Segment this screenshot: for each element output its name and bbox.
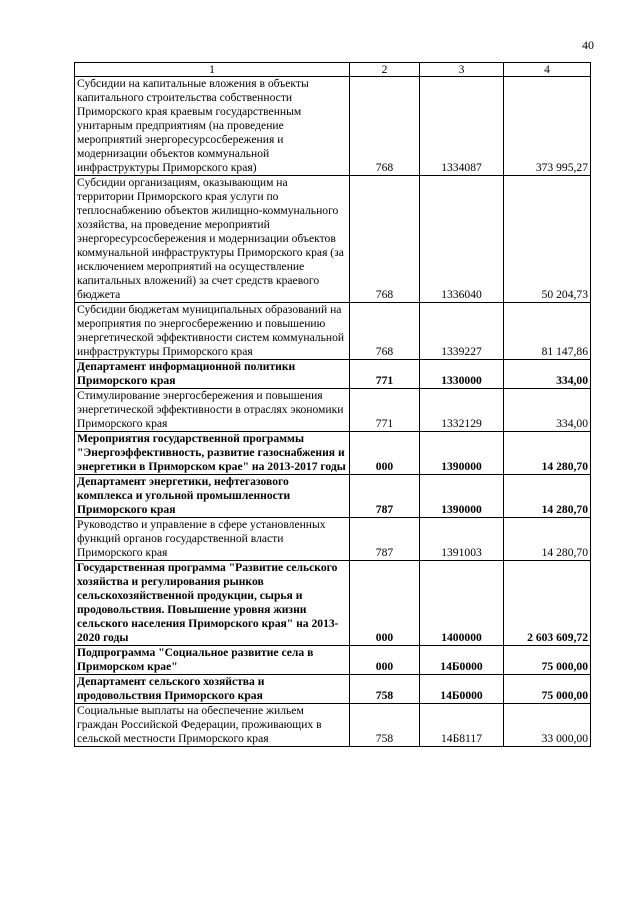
table-row: [75, 176, 591, 303]
row-ministry-cell: 768: [350, 303, 420, 360]
page-number: 40: [582, 38, 594, 52]
row-name-cell: Социальные выплаты на обеспечение жильем граждан Российской Федерации, проживающих в сельской местности Приморского края: [75, 704, 350, 747]
row-amount-cell: 50 204,73: [504, 176, 591, 303]
row-code-cell: 1330000: [420, 360, 504, 389]
row-amount-cell: 81 147,86: [504, 303, 591, 360]
row-code-cell: 1339227: [420, 303, 504, 360]
row-name-cell: Руководство и управление в сфере установленных функций органов государственной власти Приморского края: [75, 518, 350, 561]
table-row: [75, 303, 591, 360]
table-row: [75, 704, 591, 747]
row-ministry-cell: 768: [350, 77, 420, 176]
row-amount-cell: 334,00: [504, 360, 591, 389]
row-code-cell: 1336040: [420, 176, 504, 303]
row-name-cell: Субсидии бюджетам муниципальных образований на мероприятия по энергосбережению и повышению энергетической эффективности систем коммунальной инфраструктуры Приморского края: [75, 303, 350, 360]
row-ministry-cell: 787: [350, 475, 420, 518]
table-row: [75, 360, 591, 389]
table-row: [75, 475, 591, 518]
header-col-4: 4: [504, 63, 591, 77]
row-ministry-cell: 000: [350, 561, 420, 646]
row-code-cell: 1390000: [420, 432, 504, 475]
row-ministry-cell: 000: [350, 432, 420, 475]
table-row: [75, 518, 591, 561]
table-row: [75, 432, 591, 475]
row-ministry-cell: 787: [350, 518, 420, 561]
row-amount-cell: 14 280,70: [504, 518, 591, 561]
row-ministry-cell: 771: [350, 360, 420, 389]
row-code-cell: 14Б8117: [420, 704, 504, 747]
row-ministry-cell: 768: [350, 176, 420, 303]
row-amount-cell: 75 000,00: [504, 675, 591, 704]
row-code-cell: 14Б0000: [420, 675, 504, 704]
table-row: [75, 646, 591, 675]
row-name-cell: Мероприятия государственной программы "Энергоэффективность, развитие газоснабжения и энергетики в Приморском крае" на 2013-2017 годы: [75, 432, 350, 475]
row-name-cell: Субсидии на капитальные вложения в объекты капитального строительства собственности Приморского края краевым государственным унитарным предприятиям (на проведение мероприятий энергоресурсосбережения и модернизации объектов коммунальной инфраструктуры Приморского края): [75, 77, 350, 176]
row-amount-cell: 14 280,70: [504, 432, 591, 475]
row-code-cell: 1391003: [420, 518, 504, 561]
table-row: [75, 675, 591, 704]
header-col-1: 1: [75, 63, 350, 77]
row-ministry-cell: 758: [350, 704, 420, 747]
row-name-cell: Стимулирование энергосбережения и повышения энергетической эффективности в отраслях экономики Приморского края: [75, 389, 350, 432]
row-ministry-cell: 758: [350, 675, 420, 704]
row-name-cell: Департамент информационной политики Приморского края: [75, 360, 350, 389]
row-amount-cell: 75 000,00: [504, 646, 591, 675]
row-code-cell: 1400000: [420, 561, 504, 646]
table-row: [75, 77, 591, 176]
row-code-cell: 1334087: [420, 77, 504, 176]
row-code-cell: 1332129: [420, 389, 504, 432]
table-row: [75, 389, 591, 432]
table-header-row: [75, 63, 591, 77]
row-ministry-cell: 000: [350, 646, 420, 675]
row-code-cell: 1390000: [420, 475, 504, 518]
row-amount-cell: 2 603 609,72: [504, 561, 591, 646]
row-amount-cell: 334,00: [504, 389, 591, 432]
budget-table: [74, 62, 591, 747]
row-name-cell: Департамент энергетики, нефтегазового комплекса и угольной промышленности Приморского края: [75, 475, 350, 518]
row-code-cell: 14Б0000: [420, 646, 504, 675]
row-amount-cell: 14 280,70: [504, 475, 591, 518]
row-amount-cell: 373 995,27: [504, 77, 591, 176]
row-name-cell: Государственная программа "Развитие сельского хозяйства и регулирования рынков сельскохозяйственной продукции, сырья и продовольствия. Повышение уровня жизни сельского населения Приморского края" на 2013-2020 годы: [75, 561, 350, 646]
header-col-2: 2: [350, 63, 420, 77]
row-amount-cell: 33 000,00: [504, 704, 591, 747]
header-col-3: 3: [420, 63, 504, 77]
row-name-cell: Департамент сельского хозяйства и продовольствия Приморского края: [75, 675, 350, 704]
table-row: [75, 561, 591, 646]
row-ministry-cell: 771: [350, 389, 420, 432]
row-name-cell: Субсидии организациям, оказывающим на территории Приморского края услуги по теплоснабжению объектов жилищно-коммунального хозяйства, на проведение мероприятий энергоресурсосбережения и модернизации объектов коммунальной инфраструктуры Приморского края (за исключением мероприятий на осуществление капитальных вложений) за счет средств краевого бюджета: [75, 176, 350, 303]
row-name-cell: Подпрограмма "Социальное развитие села в Приморском крае": [75, 646, 350, 675]
